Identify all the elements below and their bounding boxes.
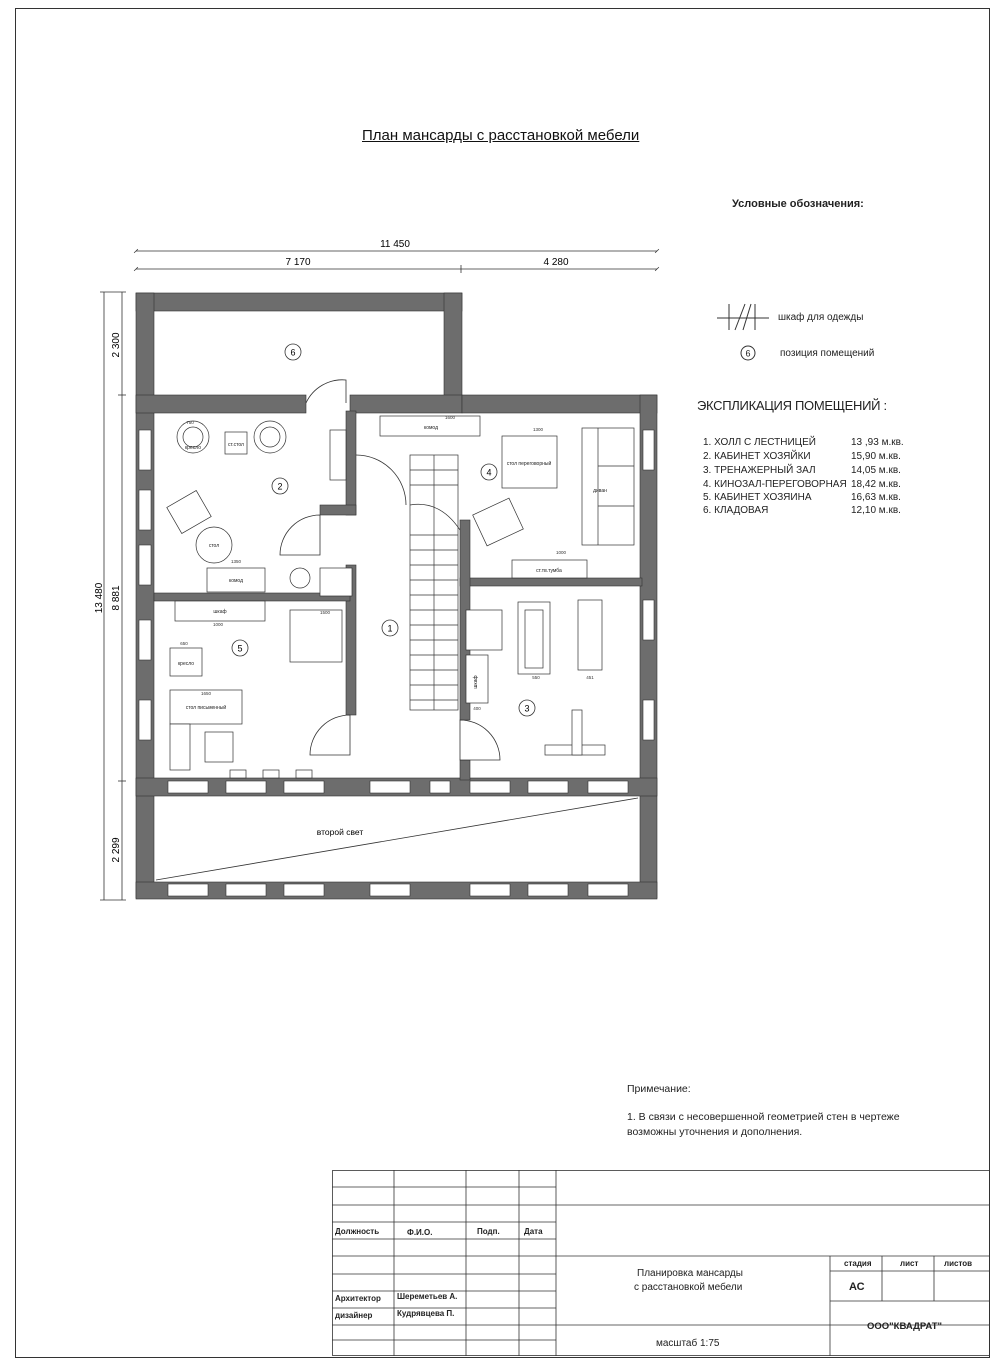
company-name: ООО"КВАДРАТ" <box>867 1321 943 1332</box>
sheets-label: листов <box>944 1259 973 1268</box>
room-number-1: 1 <box>387 623 393 634</box>
svg-text:1350: 1350 <box>230 559 242 564</box>
role-designer: дизайнер <box>335 1311 373 1320</box>
col-signature-label: Подп. <box>477 1227 500 1236</box>
svg-text:400: 400 <box>473 706 481 711</box>
legend-marker-number: 6 <box>745 348 751 359</box>
dim-total-height: 13 480 <box>94 582 105 614</box>
col-name-label: Ф.И.О. <box>407 1228 433 1237</box>
room-number-4: 4 <box>486 467 492 478</box>
col-position-label: Должность <box>335 1227 380 1236</box>
tv-stand-label: ст.тв.тумба <box>536 568 562 574</box>
desk-label: комод <box>228 578 244 584</box>
dim-total-width: 11 450 <box>380 239 410 250</box>
sheet-label: лист <box>900 1259 919 1268</box>
shelf-label: шкаф <box>473 675 479 689</box>
col-date-label: Дата <box>524 1227 543 1236</box>
heater-2 <box>263 770 279 778</box>
wardrobe-2 <box>330 430 346 480</box>
furniture-room-4 <box>380 416 634 578</box>
cabinet-3 <box>466 610 502 650</box>
shower <box>320 568 352 596</box>
room-number-6: 6 <box>290 347 296 358</box>
coffee-table-label: ст.стол <box>228 442 244 448</box>
dim-right-width: 4 280 <box>543 257 569 268</box>
table-label: стол <box>208 543 220 549</box>
explication-row: 4. КИНОЗАЛ-ПЕРЕГОВОРНАЯ 18,42 м.кв. <box>703 479 901 490</box>
svg-text:750: 750 <box>186 420 194 425</box>
room-number-5: 5 <box>237 643 243 654</box>
svg-text:1500: 1500 <box>319 610 331 615</box>
explication-row: 2. КАБИНЕТ ХОЗЯЙКИ 15,90 м.кв. <box>703 451 901 462</box>
heater-3 <box>296 770 312 778</box>
name-architect: Шереметьев А. <box>397 1292 458 1301</box>
explication-title: ЭКСПЛИКАЦИЯ ПОМЕЩЕНИЙ : <box>697 398 887 413</box>
office-desk-label: стол письменный <box>185 705 227 711</box>
room-number-3: 3 <box>524 703 530 714</box>
title-block <box>332 1170 990 1356</box>
legend-wardrobe-label: шкаф для одежды <box>778 312 864 323</box>
armchair-4 <box>473 498 524 546</box>
big-table-label: стол переговорный <box>506 461 552 467</box>
dim-top-height: 2 300 <box>111 332 122 358</box>
armchair-3 <box>167 491 211 534</box>
sofa-label: диван <box>593 488 607 494</box>
armchair-label: кресло <box>184 445 202 451</box>
corner-desk <box>290 610 342 662</box>
office-chair <box>205 732 233 762</box>
note-line-1: 1. В связи с несовершенной геометрией стен в чертеже <box>627 1111 900 1123</box>
stage-value: АС <box>849 1281 865 1293</box>
svg-text:650: 650 <box>180 641 188 646</box>
legend-position-label: позиция помещений <box>780 348 875 359</box>
room-number-2: 2 <box>277 481 283 492</box>
svg-text:1600: 1600 <box>444 415 456 420</box>
svg-text:451: 451 <box>586 675 594 680</box>
staircase <box>410 455 460 710</box>
exercise-bike <box>578 600 602 670</box>
heater-1 <box>230 770 246 778</box>
desk-return <box>170 724 190 770</box>
project-title-line-2: с расстановкой мебели <box>634 1282 743 1293</box>
stage-label: стадия <box>844 1259 872 1268</box>
scale-label: масштаб 1:75 <box>656 1338 720 1349</box>
svg-text:550: 550 <box>532 675 540 680</box>
role-architect: Архитектор <box>335 1294 381 1303</box>
armchair-2 <box>254 421 286 453</box>
name-designer: Кудрявцева П. <box>397 1309 455 1318</box>
dim-bottom-height: 2 299 <box>111 837 122 863</box>
explication-row: 1. ХОЛЛ С ЛЕСТНИЦЕЙ 13 ,93 м.кв. <box>703 437 904 448</box>
armchair-5-label: кресло <box>177 661 195 667</box>
wardrobe-label: шкаф <box>213 609 227 615</box>
svg-text:1650: 1650 <box>200 691 212 696</box>
cabinet-label: комод <box>423 425 439 431</box>
sink <box>290 568 310 588</box>
note-line-2: возможны уточнения и дополнения. <box>627 1126 803 1138</box>
explication-row: 6. КЛАДОВАЯ 12,10 м.кв. <box>703 505 901 516</box>
legend-title: Условные обозначения: <box>732 198 864 210</box>
windows <box>139 430 654 896</box>
explication-row: 3. ТРЕНАЖЕРНЫЙ ЗАЛ 14,05 м.кв. <box>703 465 901 476</box>
dim-left-width: 7 170 <box>285 257 311 268</box>
note-heading: Примечание: <box>627 1083 691 1095</box>
page-title: План мансарды с расстановкой мебели <box>362 127 640 144</box>
svg-text:1000: 1000 <box>555 550 567 555</box>
sofa <box>582 428 634 545</box>
svg-text:1000: 1000 <box>212 622 224 627</box>
second-light-diagonal <box>156 798 638 880</box>
second-light-label: второй свет <box>316 827 364 837</box>
svg-text:1300: 1300 <box>532 427 544 432</box>
dimension-lines-top <box>136 251 657 273</box>
dim-inner-height: 8 881 <box>111 585 122 611</box>
explication-row: 5. КАБИНЕТ ХОЗЯИНА 16,63 м.кв. <box>703 492 901 503</box>
project-title-line-1: Планировка мансарды <box>637 1268 743 1279</box>
